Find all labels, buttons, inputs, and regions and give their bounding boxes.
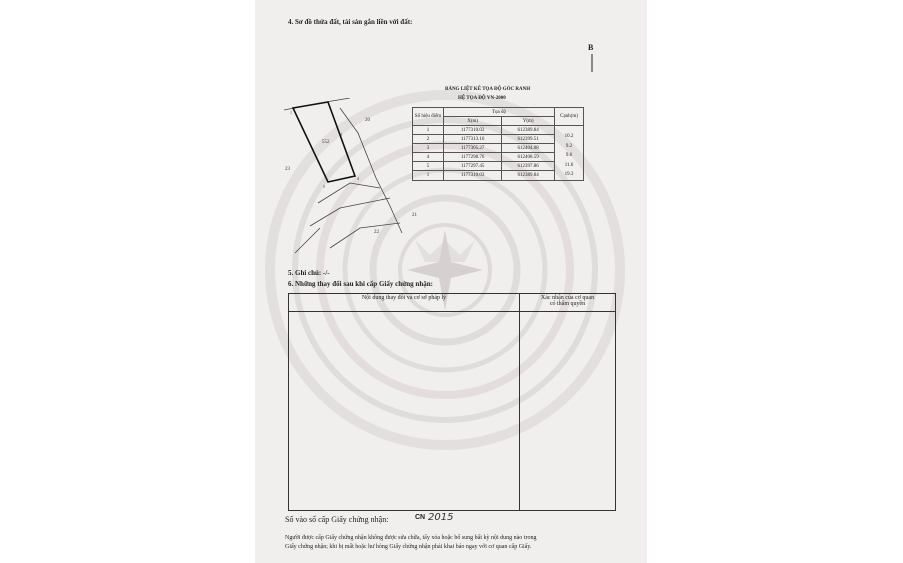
certificate-page bbox=[255, 0, 647, 563]
edge-value: 9.6 bbox=[565, 153, 573, 158]
changes-content-cell bbox=[289, 312, 520, 511]
coords-table-title: BẢNG LIỆT KÊ TỌA ĐỘ GÓC RANH bbox=[445, 87, 531, 92]
map-corner-1: 1 bbox=[290, 110, 292, 115]
coords-x: 1177305.27 bbox=[444, 144, 502, 153]
coords-y: 612399.51 bbox=[502, 135, 555, 144]
north-arrow-icon bbox=[585, 32, 599, 72]
coords-header-y: Y(m) bbox=[502, 117, 555, 126]
changes-approval-cell bbox=[520, 312, 616, 511]
coords-y: 612404.08 bbox=[502, 144, 555, 153]
section4-title: 4. Sơ đồ thửa đất, tài sản gắn liền với đất: bbox=[288, 18, 413, 26]
north-label: B bbox=[588, 43, 594, 52]
map-corner-5: 5 bbox=[323, 184, 325, 189]
table-row bbox=[413, 126, 584, 135]
section6-title: 6. Những thay đổi sau khi cấp Giấy chứng nhận: bbox=[288, 280, 433, 288]
coords-x: 1177313.16 bbox=[444, 135, 502, 144]
coords-x: 1177310.03 bbox=[444, 171, 502, 180]
coords-point: 3 bbox=[413, 144, 444, 153]
coords-header-point: Số hiệu điểm bbox=[413, 108, 444, 126]
coords-header-x: X(m) bbox=[444, 117, 502, 126]
approval-header-line: có thẩm quyền bbox=[549, 301, 586, 307]
coords-point: 1 bbox=[413, 171, 444, 180]
parcel-number: 552 bbox=[322, 140, 330, 145]
map-neighbor-21: 21 bbox=[412, 213, 417, 218]
edge-value: 11.6 bbox=[564, 162, 574, 168]
register-number: 2015 bbox=[428, 512, 454, 523]
coords-point: 1 bbox=[413, 126, 444, 135]
coords-y: 612397.86 bbox=[502, 162, 555, 171]
map-corner-4: 4 bbox=[357, 176, 359, 181]
edge-value: 10.2 bbox=[564, 134, 574, 139]
coords-edges bbox=[555, 126, 584, 181]
coords-x: 1177298.76 bbox=[444, 153, 502, 162]
map-neighbor-23: 23 bbox=[285, 167, 290, 172]
coords-table-subtitle: HỆ TỌA ĐỘ VN-2000 bbox=[458, 96, 506, 101]
changes-header-approval bbox=[520, 294, 616, 312]
parcel-map bbox=[280, 98, 420, 258]
coords-point: 5 bbox=[413, 162, 444, 171]
coords-table bbox=[412, 107, 584, 181]
map-neighbor-20: 20 bbox=[365, 118, 370, 123]
register-prefix: CN bbox=[415, 514, 426, 521]
coords-header-coord: Tọa độ bbox=[444, 108, 555, 117]
coords-y: 612389.84 bbox=[502, 171, 555, 180]
approval-header-line: Xác nhận của cơ quan bbox=[540, 295, 595, 301]
coords-point: 2 bbox=[413, 135, 444, 144]
footer-note-line1: Người được cấp Giấy chứng nhận không được sửa chữa, tẩy xóa hoặc bổ sung bất kỳ nội dung nào trong bbox=[285, 535, 537, 541]
coords-y: 612389.84 bbox=[502, 126, 555, 135]
edge-value: 9.2 bbox=[565, 143, 573, 149]
map-corner-3: 3 bbox=[340, 132, 342, 137]
map-neighbor-22: 22 bbox=[374, 230, 379, 235]
map-corner-2: 2 bbox=[329, 105, 331, 110]
changes-table bbox=[288, 293, 616, 511]
changes-header-content: Nội dung thay đổi và cơ sở pháp lý bbox=[289, 294, 520, 312]
footer-note-line2: Giấy chứng nhận; khi bị mất hoặc hư hỏng Giấy chứng nhận phải khai báo ngay với cơ quan cấp Giấy. bbox=[285, 544, 532, 550]
coords-x: 1177297.45 bbox=[444, 162, 502, 171]
coords-y: 612408.59 bbox=[502, 153, 555, 162]
register-label: Số vào sổ cấp Giấy chứng nhận: bbox=[285, 515, 389, 524]
coords-point: 4 bbox=[413, 153, 444, 162]
section5-title: 5. Ghi chú: -/- bbox=[288, 269, 330, 277]
coords-x: 1177310.03 bbox=[444, 126, 502, 135]
edge-value: 19.3 bbox=[564, 172, 574, 177]
coords-header-edge: Cạnh(m) bbox=[555, 108, 584, 126]
